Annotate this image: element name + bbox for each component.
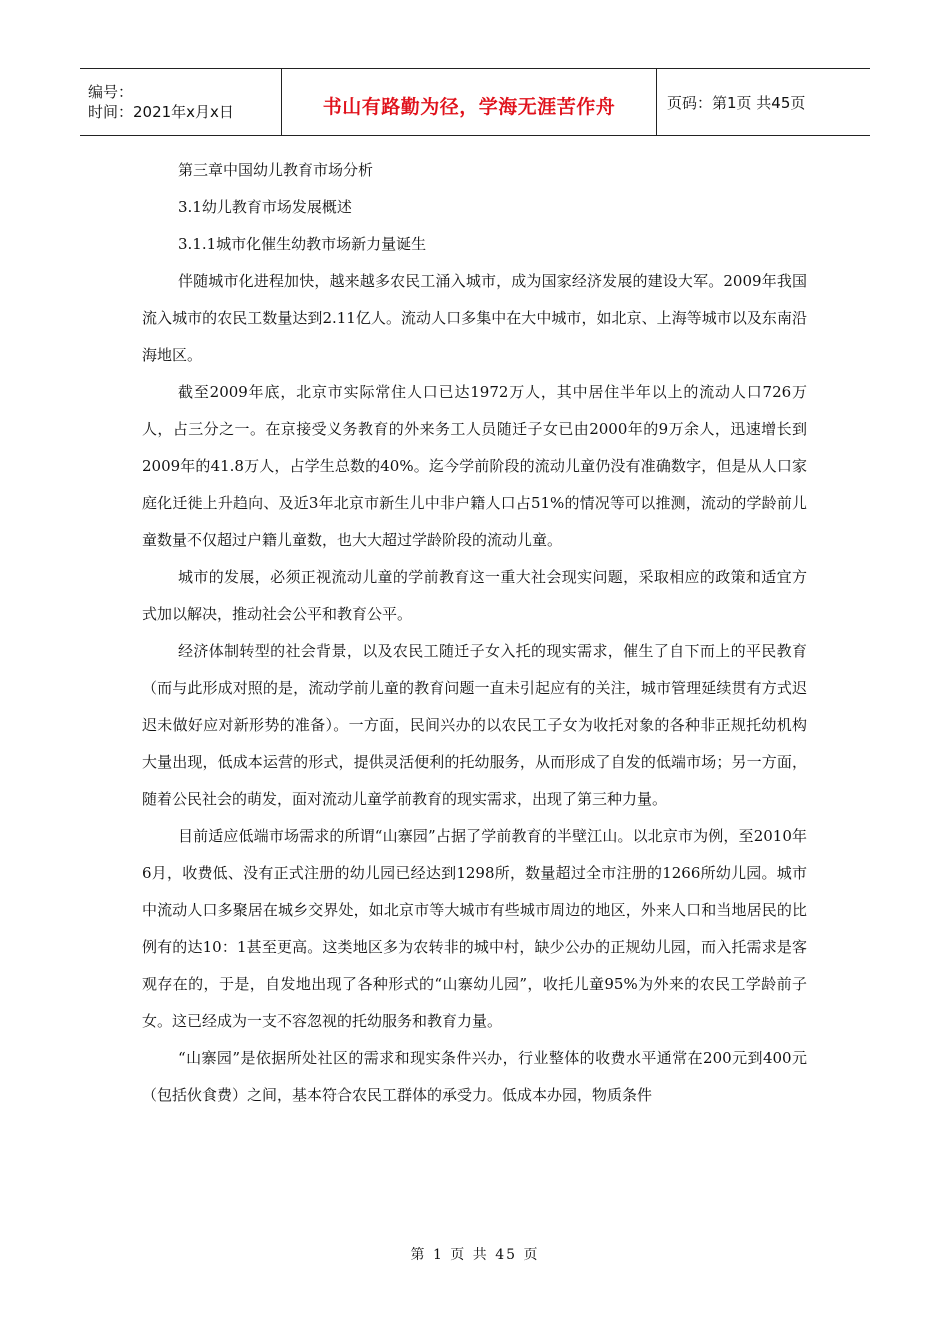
body-paragraph: 伴随城市化进程加快，越来越多农民工涌入城市，成为国家经济发展的建设大军。2009年我国流入城市的农民工数量达到2.11亿人。流动人口多集中在大中城市，如北京、上海等城市以及东南沿海地区。 xyxy=(142,272,807,364)
header-meta-cell xyxy=(80,69,282,135)
body-paragraph: 截至2009年底，北京市实际常住人口已达1972万人，其中居住半年以上的流动人口726万人，占三分之一。在京接受义务教育的外来务工人员随迁子女已由2000年的9万余人，迅速增长到2009年的41.8万人，占学生总数的40%。迄今学前阶段的流动儿童仍没有准确数字，但是从人口家庭化迁徙上升趋向、及近3年北京市新生儿中非户籍人口占51%的情况等可以推测，流动的学龄前儿童数量不仅超过户籍儿童数，也大大超过学龄阶段的流动儿童。 xyxy=(142,383,807,549)
header-motto-cell xyxy=(282,69,657,135)
body-paragraph: 经济体制转型的社会背景，以及农民工随迁子女入托的现实需求，催生了自下而上的平民教育（而与此形成对照的是，流动学前儿童的教育问题一直未引起应有的关注，城市管理延续贯有方式迟迟未做好应对新形势的准备）。一方面，民间兴办的以农民工子女为收托对象的各种非正规托幼机构大量出现，低成本运营的形式，提供灵活便利的托幼服务，从而形成了自发的低端市场；另一方面，随着公民社会的萌发，面对流动儿童学前教育的现实需求，出现了第三种力量。 xyxy=(142,642,807,808)
document-number-label: 编号： xyxy=(88,83,134,101)
page-header xyxy=(80,68,870,136)
document-date-label: 时间：2021年x月x日 xyxy=(88,103,234,121)
body-paragraph: 城市的发展，必须正视流动儿童的学前教育这一重大社会现实问题，采取相应的政策和适宜方式加以解决，推动社会公平和教育公平。 xyxy=(142,568,807,623)
header-motto: 书山有路勤为径，学海无涯苦作舟 xyxy=(322,95,616,118)
header-page-cell xyxy=(657,69,870,135)
body-paragraph: 目前适应低端市场需求的所谓“山寨园”占据了学前教育的半壁江山。以北京市为例，至2010年6月，收费低、没有正式注册的幼儿园已经达到1298所，数量超过全市注册的1266所幼儿园。城市中流动人口多聚居在城乡交界处，如北京市等大城市有些城市周边的地区，外来人口和当地居民的比例有的达10：1甚至更高。这类地区多为农转非的城中村，缺少公办的正规幼儿园，而入托需求是客观存在的，于是，自发地出现了各种形式的“山寨幼儿园”，收托儿童95%为外来的农民工学龄前子女。这已经成为一支不容忽视的托幼服务和教育力量。 xyxy=(142,827,807,1030)
footer-page-number: 第 1 页 共 45 页 xyxy=(410,1247,540,1263)
page-footer xyxy=(0,1244,950,1264)
header-page-number: 页码：第1页 共45页 xyxy=(667,93,806,112)
chapter-title: 第三章中国幼儿教育市场分析 xyxy=(178,161,374,179)
section-title: 3.1幼儿教育市场发展概述 xyxy=(178,198,352,216)
document-body xyxy=(142,152,807,1114)
subsection-title: 3.1.1城市化催生幼教市场新力量诞生 xyxy=(178,235,427,253)
body-paragraph: “山寨园”是依据所处社区的需求和现实条件兴办，行业整体的收费水平通常在200元到400元（包括伙食费）之间，基本符合农民工群体的承受力。低成本办园，物质条件 xyxy=(142,1049,807,1104)
